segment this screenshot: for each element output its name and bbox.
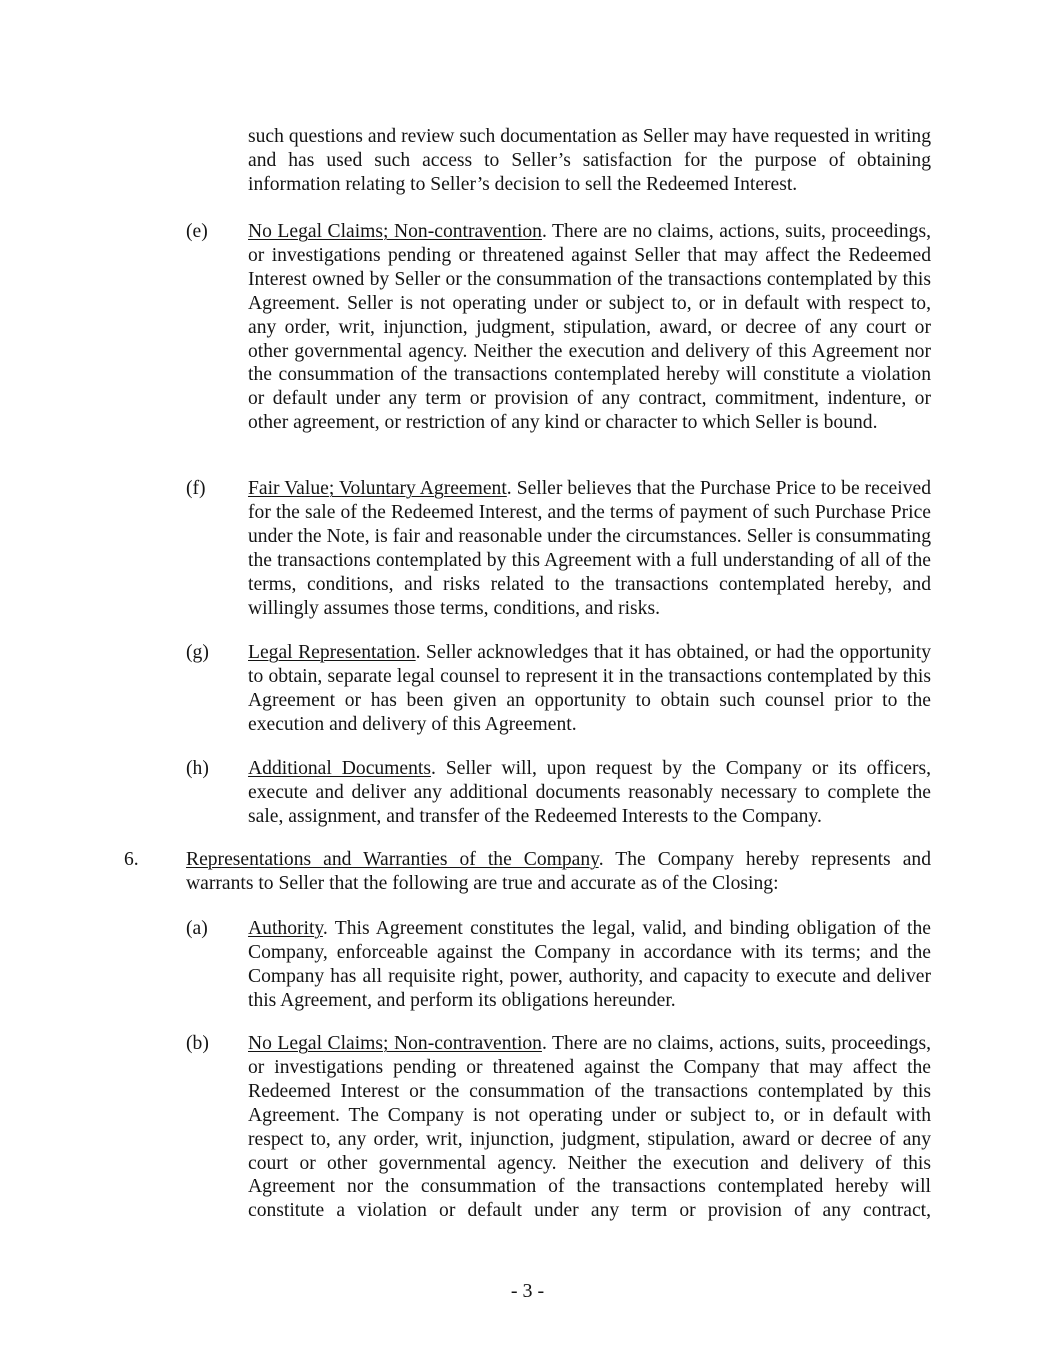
clause-g-text: . Seller acknowledges that it has obtained, or had the opportunity to obtain, separate legal counsel to represent it in the transactions contemplated by this Agreement or has been given an opportunity to obtain such counsel prior to the execution and delivery of this Agreement. bbox=[248, 642, 931, 735]
clause-h-heading: Additional Documents bbox=[248, 758, 431, 779]
clause-h-paragraph bbox=[248, 757, 931, 829]
clause-6a-heading: Authority bbox=[248, 918, 323, 939]
clause-g-heading: Legal Representation bbox=[248, 642, 416, 663]
clause-6a-paragraph bbox=[248, 917, 931, 1013]
continuation-text: such questions and review such documentation as Seller may have requested in writing and has used such access to Seller’s satisfaction for the purpose of obtaining information relating to Seller’s decision to sell the Redeemed Interest. bbox=[248, 126, 931, 195]
continuation-paragraph bbox=[248, 125, 931, 197]
clause-h-label: (h) bbox=[186, 758, 209, 779]
clause-6b-text: . There are no claims, actions, suits, proceedings, or investigations pending or threatened against the Company that may affect the Redeemed Interest or the consummation of the transactions contemplated by this Agreement. The Company is not operating under or subject to, or in default with respect to, any order, writ, injunction, judgment, stipulation, award or decree of any court or other governmental agency. Neither the execution and delivery of this Agreement nor the consummation of the transactions contemplated hereby will constitute a violation or default under any term or provision of any contract, bbox=[248, 1033, 931, 1222]
clause-6a-text: . This Agreement constitutes the legal, valid, and binding obligation of the Company, enforceable against the Company in accordance with its terms; and the Company has all requisite right, power, authority, and capacity to execute and deliver this Agreement, and perform its obligations hereunder. bbox=[248, 918, 931, 1011]
clause-g-paragraph bbox=[248, 641, 931, 737]
clause-6a-label: (a) bbox=[186, 918, 208, 939]
clause-6b-heading: No Legal Claims; Non-contravention bbox=[248, 1033, 542, 1054]
section-6-text: . The Company hereby represents and warrants to Seller that the following are true and accurate as of the Closing: bbox=[186, 849, 931, 894]
clause-e-heading: No Legal Claims; Non-contravention bbox=[248, 221, 542, 242]
section-6-heading: Representations and Warranties of the Company bbox=[186, 849, 599, 870]
clause-h-text: . Seller will, upon request by the Company or its officers, execute and deliver any additional documents reasonably necessary to complete the sale, assignment, and transfer of the Redeemed Interests to the Company. bbox=[248, 758, 932, 827]
clause-f-label: (f) bbox=[186, 478, 206, 499]
clause-f-heading: Fair Value; Voluntary Agreement bbox=[248, 478, 507, 499]
clause-e-paragraph bbox=[248, 220, 931, 435]
clause-e-text: . There are no claims, actions, suits, proceedings, or investigations pending or threatened against Seller that may affect the Redeemed Interest owned by Seller or the consummation of the transactions contemplated by this Agreement. Seller is not operating under or subject to, or in default with respect to, any order, writ, injunction, judgment, stipulation, award, or decree of any court or other governmental agency. Neither the execution and delivery of this Agreement nor the consummation of the transactions contemplated hereby will constitute a violation or default under any term or provision of any contract, commitment, indenture, or other agreement, or restriction of any kind or character to which Seller is bound. bbox=[248, 221, 931, 434]
page-number: - 3 - bbox=[510, 1280, 545, 1302]
clause-g-label: (g) bbox=[186, 642, 209, 663]
section-6-paragraph bbox=[186, 848, 931, 896]
clause-6b-label: (b) bbox=[186, 1033, 209, 1054]
clause-f-text: . Seller believes that the Purchase Price to be received for the sale of the Redeemed Interest, and the terms of payment of such Purchase Price under the Note, is fair and reasonable under the circumstances. Seller is consummating the transactions contemplated by this Agreement with a full understanding of all of the terms, conditions, and risks related to the transactions contemplated hereby, and willingly assumes those terms, conditions, and risks. bbox=[248, 478, 931, 619]
section-6-label: 6. bbox=[124, 849, 139, 870]
clause-e-label: (e) bbox=[186, 221, 208, 242]
clause-f-paragraph bbox=[248, 477, 931, 620]
clause-6b-paragraph bbox=[248, 1032, 931, 1223]
